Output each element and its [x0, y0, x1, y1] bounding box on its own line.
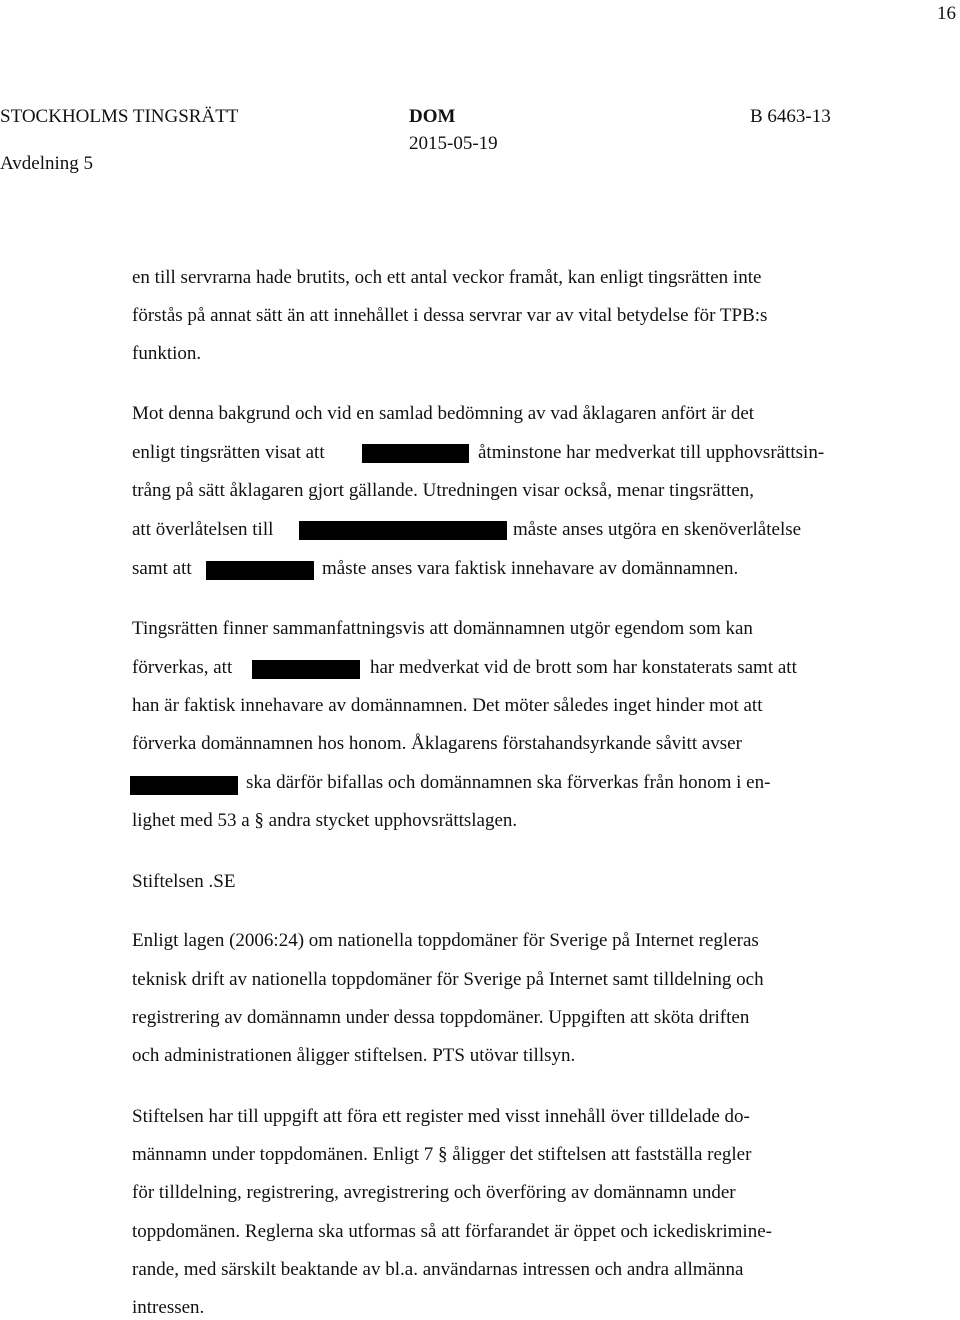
page-number: 16	[937, 3, 956, 24]
paragraph-line-segment: måste anses vara faktisk innehavare av domännamnen.	[322, 558, 739, 579]
paragraph-line-segment: har medverkat vid de brott som har konstaterats samt att	[370, 657, 797, 678]
division: Avdelning 5	[0, 153, 94, 174]
document-date: 2015-05-19	[409, 133, 498, 154]
paragraph-line-segment: ska därför bifallas och domännamnen ska förverkas från honom i en-	[246, 772, 771, 793]
redaction-bar	[252, 660, 360, 679]
paragraph-line-segment: enligt tingsrätten visat att	[132, 442, 325, 463]
paragraph-line: rande, med särskilt beaktande av bl.a. användarnas intressen och andra allmänna	[132, 1259, 744, 1280]
paragraph-line: förverka domännamnen hos honom. Åklagarens förstahandsyrkande såvitt avser	[132, 733, 742, 754]
paragraph-line-segment: åtminstone har medverkat till upphovsrättsin-	[478, 442, 825, 463]
section-heading: Stiftelsen .SE	[132, 871, 236, 892]
court-name: STOCKHOLMS TINGSRÄTT	[0, 106, 239, 127]
paragraph-line: Tingsrätten finner sammanfattningsvis att domännamnen utgör egendom som kan	[132, 618, 753, 639]
paragraph-line: männamn under toppdomänen. Enligt 7 § åligger det stiftelsen att fastställa regler	[132, 1144, 752, 1165]
redaction-bar	[299, 521, 507, 540]
paragraph-line: Enligt lagen (2006:24) om nationella toppdomäner för Sverige på Internet regleras	[132, 930, 759, 951]
paragraph-line: förstås på annat sätt än att innehållet i dessa servrar var av vital betydelse för TPB:s	[132, 305, 768, 326]
redaction-bar	[362, 444, 469, 463]
paragraph-line: toppdomänen. Reglerna ska utformas så att förfarandet är öppet och ickediskrimine-	[132, 1221, 772, 1242]
paragraph-line-segment: måste anses utgöra en skenöverlåtelse	[513, 519, 802, 540]
paragraph-line-segment: samt att	[132, 558, 192, 579]
paragraph-line: han är faktisk innehavare av domännamnen. Det möter således inget hinder mot att	[132, 695, 763, 716]
paragraph-line: en till servrarna hade brutits, och ett antal veckor framåt, kan enligt tingsrätten inte	[132, 267, 762, 288]
paragraph-line: trång på sätt åklagaren gjort gällande. Utredningen visar också, menar tingsrätten,	[132, 480, 755, 501]
paragraph-line-segment: förverkas, att	[132, 657, 233, 678]
paragraph-line: och administrationen åligger stiftelsen. PTS utövar tillsyn.	[132, 1045, 576, 1066]
paragraph-line: för tilldelning, registrering, avregistrering och överföring av domännamn under	[132, 1182, 736, 1203]
paragraph-line: lighet med 53 a § andra stycket upphovsrättslagen.	[132, 810, 518, 831]
case-number: B 6463-13	[750, 106, 831, 127]
redaction-bar	[206, 561, 314, 580]
paragraph-line: Stiftelsen har till uppgift att föra ett register med visst innehåll över tilldelade do-	[132, 1106, 750, 1127]
paragraph-line: funktion.	[132, 343, 202, 364]
document-type: DOM	[409, 106, 456, 127]
paragraph-line: registrering av domännamn under dessa toppdomäner. Uppgiften att sköta driften	[132, 1007, 750, 1028]
redaction-bar	[130, 776, 238, 795]
paragraph-line-segment: att överlåtelsen till	[132, 519, 274, 540]
paragraph-line: teknisk drift av nationella toppdomäner för Sverige på Internet samt tilldelning och	[132, 969, 764, 990]
paragraph-line: Mot denna bakgrund och vid en samlad bedömning av vad åklagaren anfört är det	[132, 403, 755, 424]
paragraph-line: intressen.	[132, 1297, 205, 1318]
